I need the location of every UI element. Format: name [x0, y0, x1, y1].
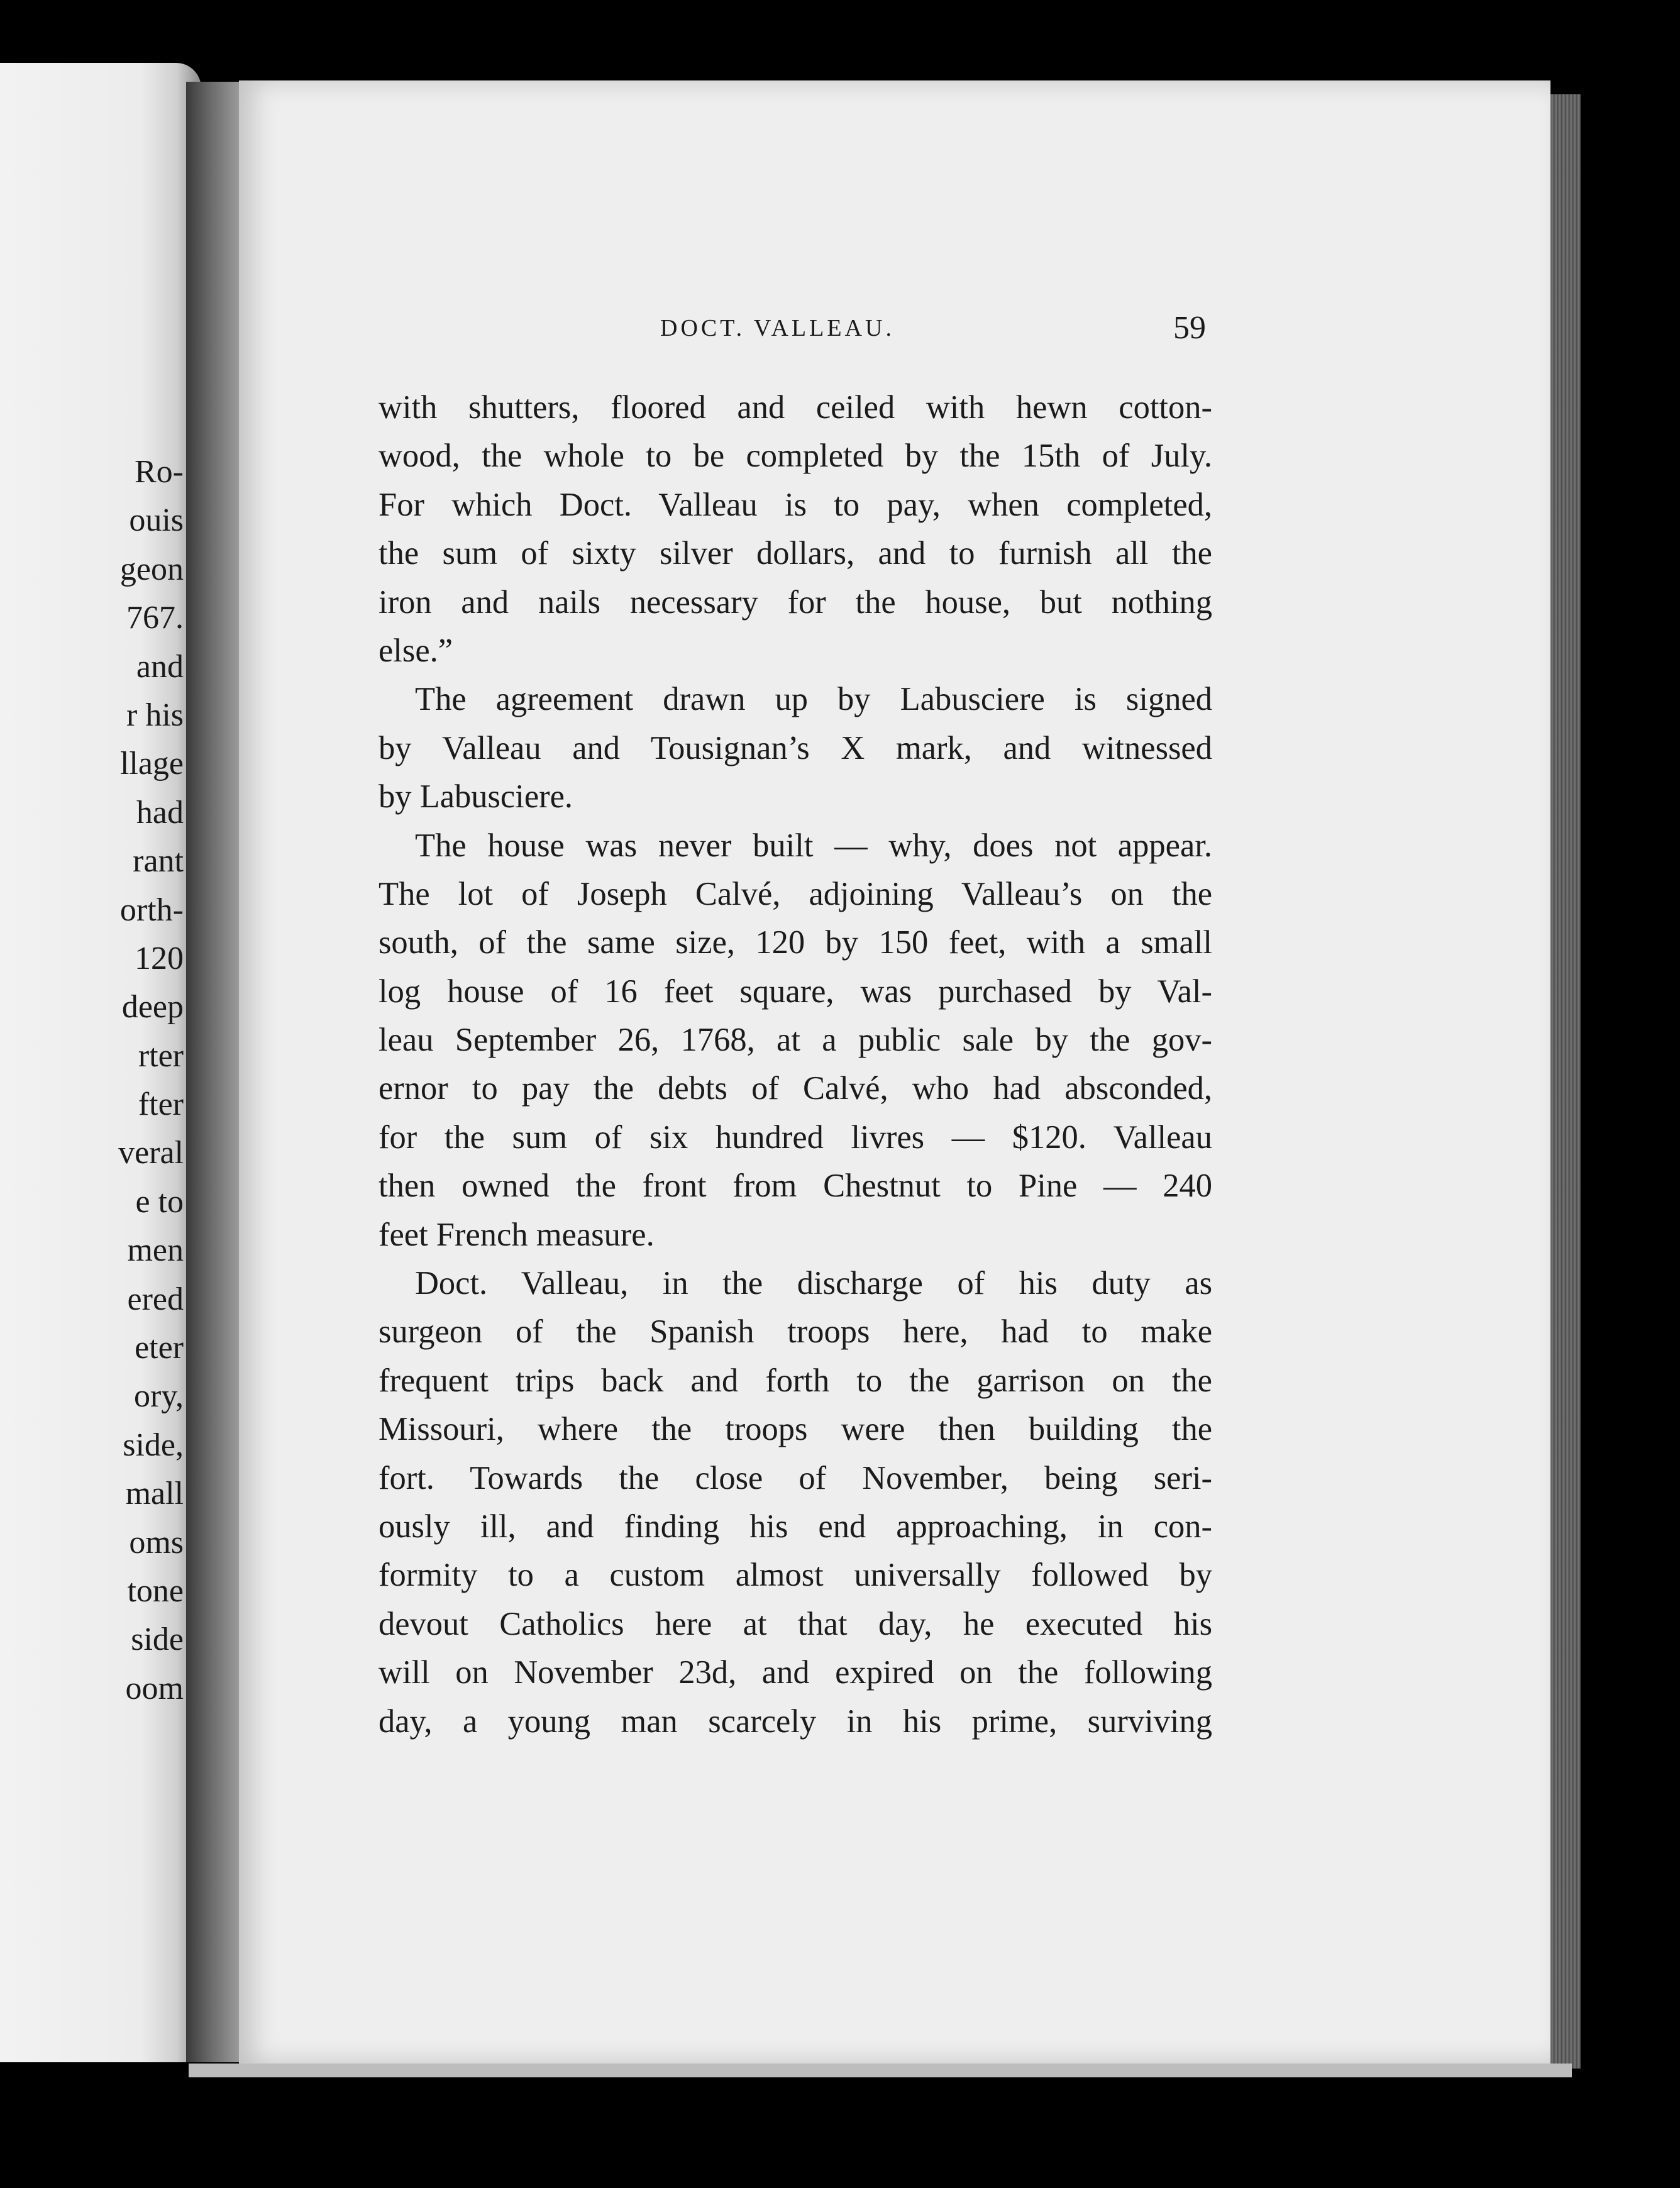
text-line: feet French measure.	[379, 1216, 655, 1253]
body-text	[379, 384, 1212, 1746]
text-line: leau September 26, 1768, at a public sale by the gov-	[379, 1022, 1212, 1059]
text-line: The lot of Joseph Calvé, adjoining Valleau’s on the	[379, 875, 1212, 912]
text-line: surgeon of the Spanish troops here, had to make	[379, 1313, 1212, 1351]
text-line: For which Doct. Valleau is to pay, when completed,	[379, 486, 1212, 523]
text-line: ously ill, and finding his end approaching, in con-	[379, 1508, 1212, 1545]
text-line: else.”	[379, 632, 453, 669]
text-line: with shutters, floored and ceiled with hewn cotton-	[379, 389, 1212, 426]
text-line: formity to a custom almost universally followed by	[379, 1557, 1212, 1594]
left-line: veral	[118, 1135, 184, 1171]
paragraph-start-line: The house was never built — why, does not appear.	[415, 827, 1212, 864]
left-line: Ro-	[135, 454, 184, 490]
text-line: wood, the whole to be completed by the 15th of July.	[379, 438, 1212, 475]
left-page-text	[83, 448, 184, 1713]
page-edge	[1550, 94, 1581, 2069]
left-line: ory,	[134, 1378, 184, 1415]
left-line: 120	[135, 940, 184, 976]
left-line: side,	[123, 1427, 184, 1463]
left-line: rter	[138, 1037, 184, 1074]
left-line: rant	[133, 843, 184, 880]
left-line: ered	[127, 1281, 184, 1317]
left-line: fter	[138, 1086, 184, 1123]
left-line: men	[127, 1232, 184, 1269]
left-line: tone	[127, 1572, 184, 1609]
left-page	[0, 63, 201, 2062]
left-line: orth-	[119, 892, 184, 928]
text-line: by Valleau and Tousignan’s X mark, and witnessed	[379, 729, 1212, 766]
text-line: fort. Towards the close of November, being seri-	[379, 1459, 1212, 1496]
text-line: for the sum of six hundred livres — $120. Valleau	[379, 1119, 1212, 1156]
left-line: r his	[126, 697, 184, 733]
left-line: 767.	[126, 600, 184, 636]
left-line: mall	[125, 1476, 184, 1512]
left-line: oom	[125, 1670, 184, 1706]
left-line: e to	[135, 1183, 184, 1220]
left-line: and	[136, 648, 184, 685]
left-line: had	[136, 794, 184, 831]
left-line: llage	[119, 746, 184, 782]
text-line: will on November 23d, and expired on the following	[379, 1654, 1212, 1691]
page-number: 59	[1173, 310, 1206, 346]
text-line: devout Catholics here at that day, he executed his	[379, 1605, 1212, 1642]
text-line: day, a young man scarcely in his prime, surviving	[379, 1703, 1212, 1740]
text-line: the sum of sixty silver dollars, and to furnish all the	[379, 535, 1212, 572]
text-line: ernor to pay the debts of Calvé, who had absconded,	[379, 1070, 1212, 1107]
running-head: DOCT. VALLEAU.	[660, 315, 895, 341]
text-line: then owned the front from Chestnut to Pine — 240	[379, 1168, 1212, 1205]
page-bottom-edge	[189, 2064, 1572, 2077]
text-line: frequent trips back and forth to the garrison on the	[379, 1362, 1212, 1399]
left-line: side	[131, 1622, 184, 1658]
paragraph-start-line: Doct. Valleau, in the discharge of his duty as	[415, 1265, 1212, 1302]
left-line: ouis	[129, 502, 184, 539]
text-line: south, of the same size, 120 by 150 feet, with a small	[379, 924, 1212, 961]
text-line: by Labusciere.	[379, 778, 573, 815]
left-line: eter	[135, 1330, 184, 1366]
paragraph-start-line: The agreement drawn up by Labusciere is signed	[415, 681, 1212, 718]
text-line: iron and nails necessary for the house, but nothing	[379, 583, 1212, 621]
left-line: oms	[129, 1524, 184, 1561]
left-line: geon	[119, 551, 184, 587]
left-line: deep	[121, 989, 184, 1025]
text-line: log house of 16 feet square, was purchased by Val-	[379, 973, 1212, 1010]
text-line: Missouri, where the troops were then building the	[379, 1411, 1212, 1448]
